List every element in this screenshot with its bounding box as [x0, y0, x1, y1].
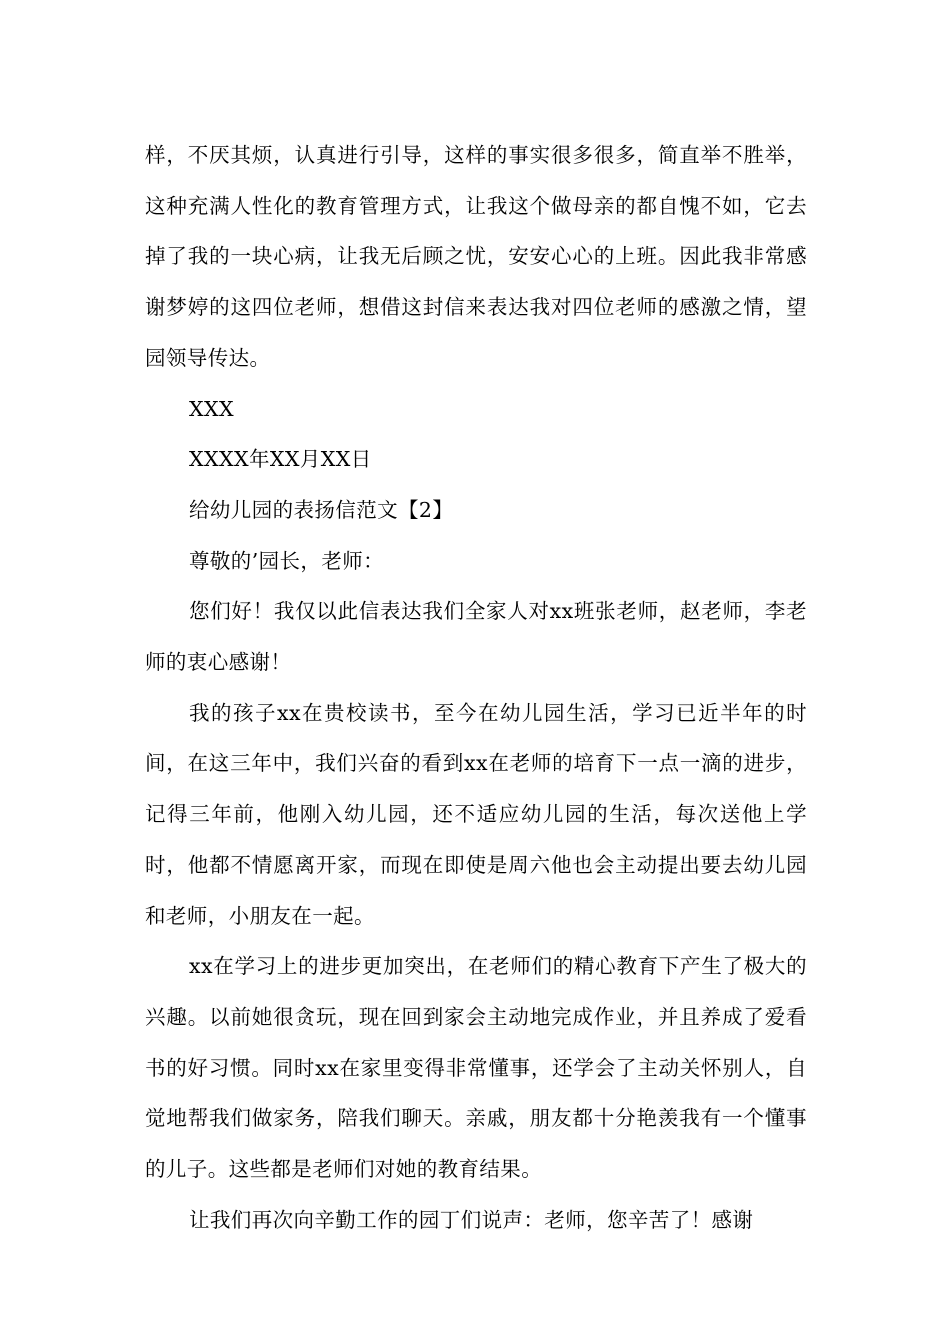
paragraph-closing: 让我们再次向辛勤工作的园丁们说声：老师，您辛苦了！感谢: [189, 1207, 754, 1232]
signature-name: XXX: [189, 396, 234, 421]
paragraph-child-progress: 我的孩子xx在贵校读书，至今在幼儿园生活，学习已近半年的时间，在这三年中，我们兴奋的看到xx在老师的培育下一点一滴的进步，记得三年前，他刚入幼儿园，还不适应幼儿园的生活，每次送他上学时，他都不情愿离开家，而现在即使是周六他也会主动提出要去幼儿园和老师，小朋友在一起。: [145, 700, 807, 928]
signature-date: XXXX年XX月XX日: [189, 447, 372, 472]
paragraph-study-progress: xx在学习上的进步更加突出，在老师们的精心教育下产生了极大的兴趣。以前她很贪玩，现在回到家会主动地完成作业，并且养成了爱看书的好习惯。同时xx在家里变得非常懂事，还学会了主动关怀别人，自觉地帮我们做家务，陪我们聊天。亲戚，朋友都十分艳羡我有一个懂事的儿子。这些都是老师们对她的教育结果。: [145, 954, 807, 1182]
salutation: 尊敬的’园长，老师：: [189, 548, 385, 573]
paragraph-greeting: 您们好！我仅以此信表达我们全家人对xx班张老师，赵老师，李老师的衷心感谢！: [145, 599, 807, 675]
paragraph-continuation: 样，不厌其烦，认真进行引导，这样的事实很多很多，简直举不胜举，这种充满人性化的教育管理方式，让我这个做母亲的都自愧不如，它去掉了我的一块心病，让我无后顾之忧，安安心心的上班。因此我非常感谢梦婷的这四位老师，想借这封信来表达我对四位老师的感激之情，望园领导传达。: [145, 143, 807, 370]
document-body: [145, 130, 807, 1245]
section-heading: 给幼儿园的表扬信范文【2】: [189, 497, 454, 522]
